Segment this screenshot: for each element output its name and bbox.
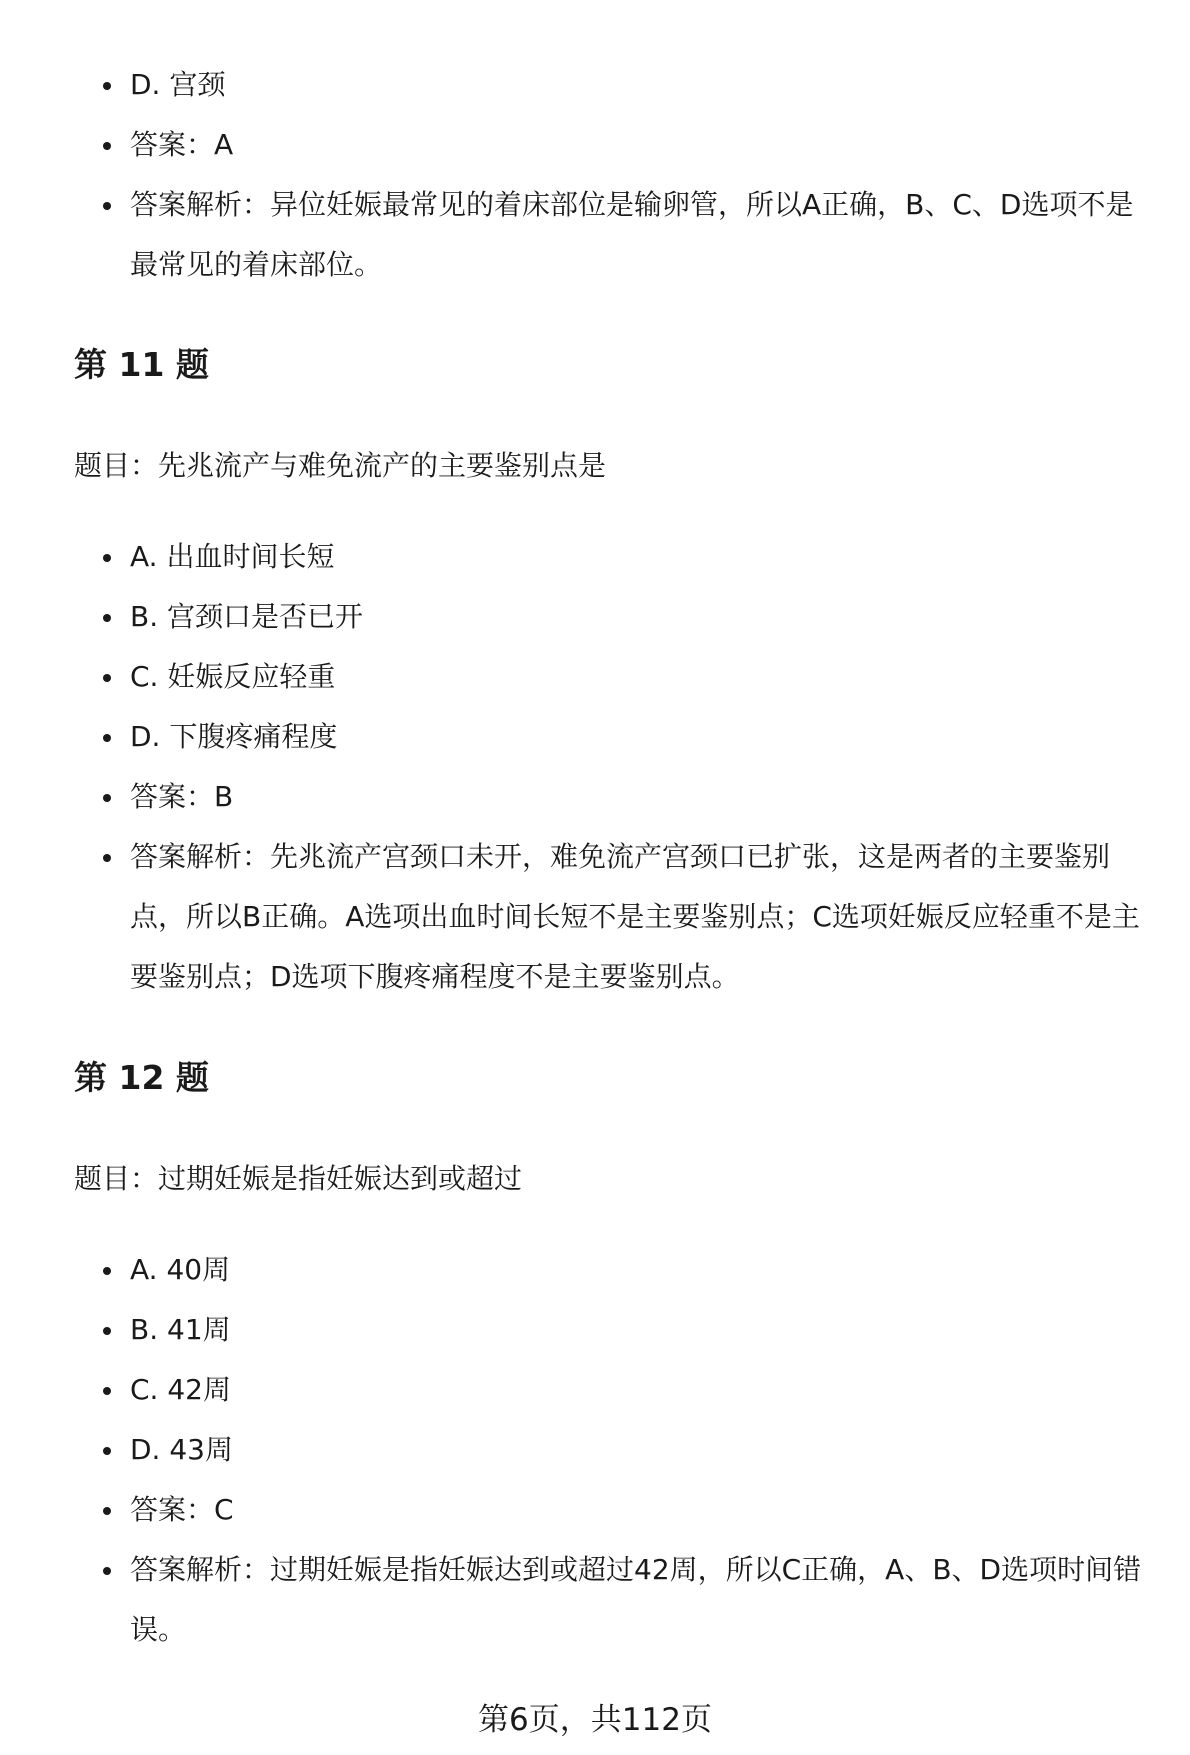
list-item: B. 宫颈口是否已开 [100,587,1160,647]
bullet-icon [103,614,111,622]
list-item: B. 41周 [100,1300,1160,1360]
list-item: 答案解析：异位妊娠最常见的着床部位是输卵管，所以A正确，B、C、D选项不是最常见的着床部位。 [100,175,1160,295]
question-heading: 第 12 题 [74,1058,209,1097]
list-item: C. 妊娠反应轻重 [100,647,1160,707]
list-item: 答案解析：先兆流产宫颈口未开，难免流产宫颈口已扩张，这是两者的主要鉴别点，所以B正确。A选项出血时间长短不是主要鉴别点；C选项妊娠反应轻重不是主要鉴别点；D选项下腹疼痛程度不是主要鉴别点。 [100,827,1160,1007]
q11-list [100,527,1160,1007]
bullet-icon [103,142,111,150]
page-footer: 第6页，共112页 [478,1702,712,1738]
bullet-icon [103,1507,111,1515]
list-item: A. 40周 [100,1240,1160,1300]
bullet-icon [103,794,111,802]
question-stem: 题目：先兆流产与难免流产的主要鉴别点是 [74,449,607,482]
bullet-icon [103,202,111,210]
q12-list [100,1240,1160,1660]
question-heading: 第 11 题 [74,345,209,384]
bullet-icon [103,1327,111,1335]
bullet-icon [103,734,111,742]
list-item: 答案：A [100,115,1160,175]
bullet-icon [103,1267,111,1275]
list-item: D. 下腹疼痛程度 [100,707,1160,767]
bullet-icon [103,1387,111,1395]
q10-list [100,55,1160,295]
list-item: 答案解析：过期妊娠是指妊娠达到或超过42周，所以C正确，A、B、D选项时间错误。 [100,1540,1160,1660]
bullet-icon [103,554,111,562]
list-item: D. 43周 [100,1420,1160,1480]
bullet-icon [103,854,111,862]
list-item: A. 出血时间长短 [100,527,1160,587]
list-item: C. 42周 [100,1360,1160,1420]
bullet-icon [103,1567,111,1575]
bullet-icon [103,1447,111,1455]
bullet-icon [103,674,111,682]
list-item: 答案：B [100,767,1160,827]
question-stem: 题目：过期妊娠是指妊娠达到或超过 [74,1162,523,1195]
list-item: 答案：C [100,1480,1160,1540]
bullet-icon [103,82,111,90]
list-item: D. 宫颈 [100,55,1160,115]
